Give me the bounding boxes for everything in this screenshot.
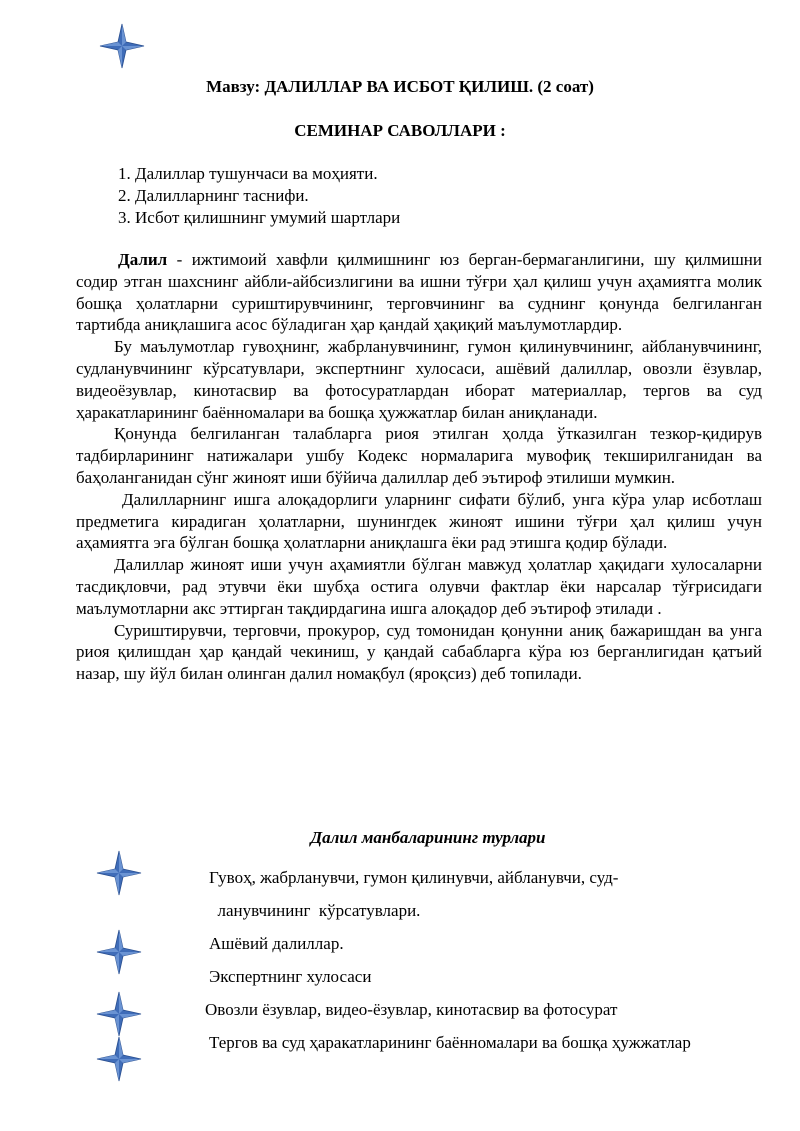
source-item: Гувоҳ, жабрланувчи, гумон қилинувчи, айбланувчи, суд- [209,868,619,887]
star-icon [95,849,143,897]
question-item: 2. Далилларнинг таснифи. [118,186,309,205]
star-icon [95,990,143,1038]
paragraph: Далиллар жиноят иши учун аҳамиятли бўлган мавжуд ҳолатлар ҳақидаги хулосаларни тасдиқловчи, рад этувчи ёки шубҳа остига олувчи фактлар ёки нарсалар тўғрисидаги маълумотларни акс эттирган тақдирдагина ишга алоқадор деб эътироф этилади . [76,555,762,618]
seminar-title: СЕМИНАР САВОЛЛАРИ : [294,121,506,140]
paragraph: Суриштирувчи, терговчи, прокурор, суд томонидан қонунни аниқ бажаришдан ва унга риоя қилишдан ҳар қандай чекиниш, у қандай сабабларга кўра юз берганлигидан қатъий назар, шу йўл билан олинган далил номақбул (яроқсиз) деб топилади. [76,620,762,684]
question-item: 3. Исбот қилишнинг умумий шартлари [118,208,401,227]
question-item: 1. Далиллар тушунчаси ва моҳияти. [118,164,378,183]
star-icon [95,1035,143,1083]
body-text [76,249,762,685]
topic-title: Мавзу: ДАЛИЛЛАР ВА ИСБОТ ҚИЛИШ. (2 соат) [206,77,594,96]
paragraph: Қонунда белгиланган талабларга риоя этилган ҳолда ўтказилган тезкор-қидирув тадбирларининг натижалари ушбу Кодекс нормаларига мувофиқ текширилганидан ва баҳоланганидан сўнг жиноят иши бўйича далиллар деб эътироф этилиши мумкин. [76,424,762,487]
paragraph-definition [76,249,762,336]
source-item: Овозли ёзувлар, видео-ёзувлар, кинотасвир ва фотосурат [205,1000,618,1019]
star-icon [95,928,143,976]
source-item: Тергов ва суд ҳаракатларининг баённомалари ва бошқа ҳужжатлар [209,1033,691,1052]
paragraph: Бу маълумотлар гувоҳнинг, жабрланувчининг, гумон қилинувчининг, айбланувчининг, судланувчининг кўрсатувлари, экспертнинг хулосаси, ашёвий далиллар, овозли ёзувлар, видеоёзувлар, кинотасвир ва фотосуратлардан иборат материаллар, тергов ва суд ҳаракатларининг баённомалари ва бошқа ҳужжатлар билан аниқланади. [76,337,762,422]
star-icon [98,22,146,70]
source-item: Ашёвий далиллар. [209,934,344,953]
definition-text: - ижтимоий хавфли қилмишнинг юз берган-бермаганлигини, шу қилмишни содир этган шахснинг айбли-айбсизлигини ва ишни тўғри ҳал қилиш учун аҳамиятга молик бошқа ҳолатларни суриштирувчининг, терговчининг ва суднинг қонунда белгиланган тартибда аниқлашига асос бўладиган ҳар қандай ҳақиқий маълумотлардир. [76,250,762,335]
term-dalil: Далил [118,250,168,269]
source-item: ланувчининг кўрсатувлари. [209,901,421,920]
question-list [118,163,400,229]
paragraph: Далилларнинг ишга алоқадорлиги уларнинг сифати бўлиб, унга кўра улар исботлаш предметига кирадиган ҳолатларни, шунингдек жиноят ишини тўғри ҳал қилиш учун аҳамиятга эга бўлган бошқа ҳолатларни аниқлашга ёки рад этишга қодир бўлади. [76,489,762,553]
sources-title: Далил манбаларининг турлари [310,828,546,847]
source-item: Экспертнинг хулосаси [209,967,372,986]
